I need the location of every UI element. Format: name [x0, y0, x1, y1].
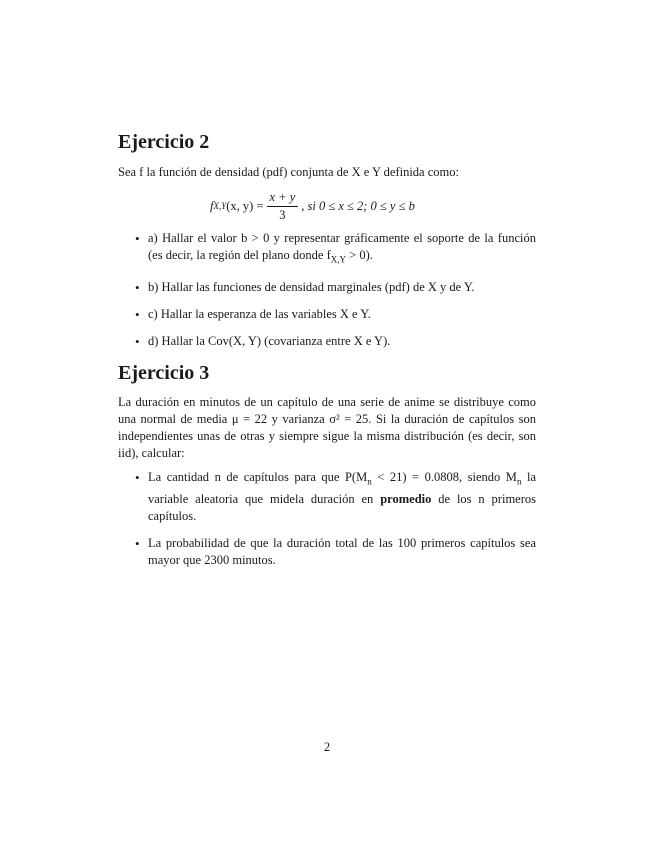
formula-numerator: x + y: [267, 190, 299, 207]
formula-lhs-args: (x, y) =: [226, 198, 264, 213]
item1-part-a: La cantidad n de capítulos para que P(M: [148, 470, 368, 484]
formula-denominator: 3: [279, 207, 286, 222]
section-2-items: [118, 230, 536, 360]
section-title-ejercicio-3: Ejercicio 3: [118, 362, 210, 384]
document-page: [118, 0, 536, 848]
formula-condition: , si 0 ≤ x ≤ 2; 0 ≤ y ≤ b: [301, 198, 415, 213]
item1-subscript-2: n: [516, 476, 522, 487]
section-3-paragraph: La duración en minutos de un capítulo de una serie de anime se distribuye como una normal de media μ = 22 y varianza σ² = 25. Si la duración de capítulos son independientes unas de otras y siempre sigue la misma distribución (es decir, son iid), calcular:: [118, 395, 536, 460]
formula-lhs-subscript: X,Y: [213, 201, 227, 211]
list-item-c: • c) Hallar la esperanza de las variables X e Y.: [118, 306, 536, 323]
list-item-b: • b) Hallar las funciones de densidad marginales (pdf) de X y de Y.: [118, 279, 536, 296]
item-a-tail: > 0).: [346, 248, 373, 262]
list-item-sample-size: [118, 469, 536, 525]
item-a-subscript: X,Y: [330, 254, 347, 265]
item1-part-c: la variable aleatoria que midela duración en: [148, 470, 536, 506]
page-number: 2: [323, 740, 331, 754]
list-item-d: • d) Hallar la Cov(X, Y) (covarianza entre X e Y).: [118, 333, 536, 350]
item1-bold-word: promedio: [380, 491, 432, 506]
item1-subscript: n: [367, 476, 372, 487]
formula-lhs: f: [210, 198, 214, 213]
density-formula: [210, 188, 470, 224]
formula-fraction: [267, 190, 299, 223]
list-item-a: [118, 230, 536, 269]
section-3-items: [118, 469, 536, 579]
item1-part-d: de los n primeros capítulos.: [148, 491, 536, 523]
item-a-text: a) Hallar el valor b > 0 y representar gráficamente el soporte de la función (es decir, la región del plano donde f: [148, 231, 536, 262]
list-item-total-duration: • La probabilidad de que la duración total de las 100 primeros capítulos sea mayor que 2300 minutos.: [118, 535, 536, 569]
section-title-ejercicio-2: Ejercicio 2: [118, 131, 210, 153]
item1-part-b: < 21) = 0.0808, siendo M: [371, 470, 517, 484]
section-2-intro: Sea f la función de densidad (pdf) conjunta de X e Y definida como:: [118, 165, 459, 179]
